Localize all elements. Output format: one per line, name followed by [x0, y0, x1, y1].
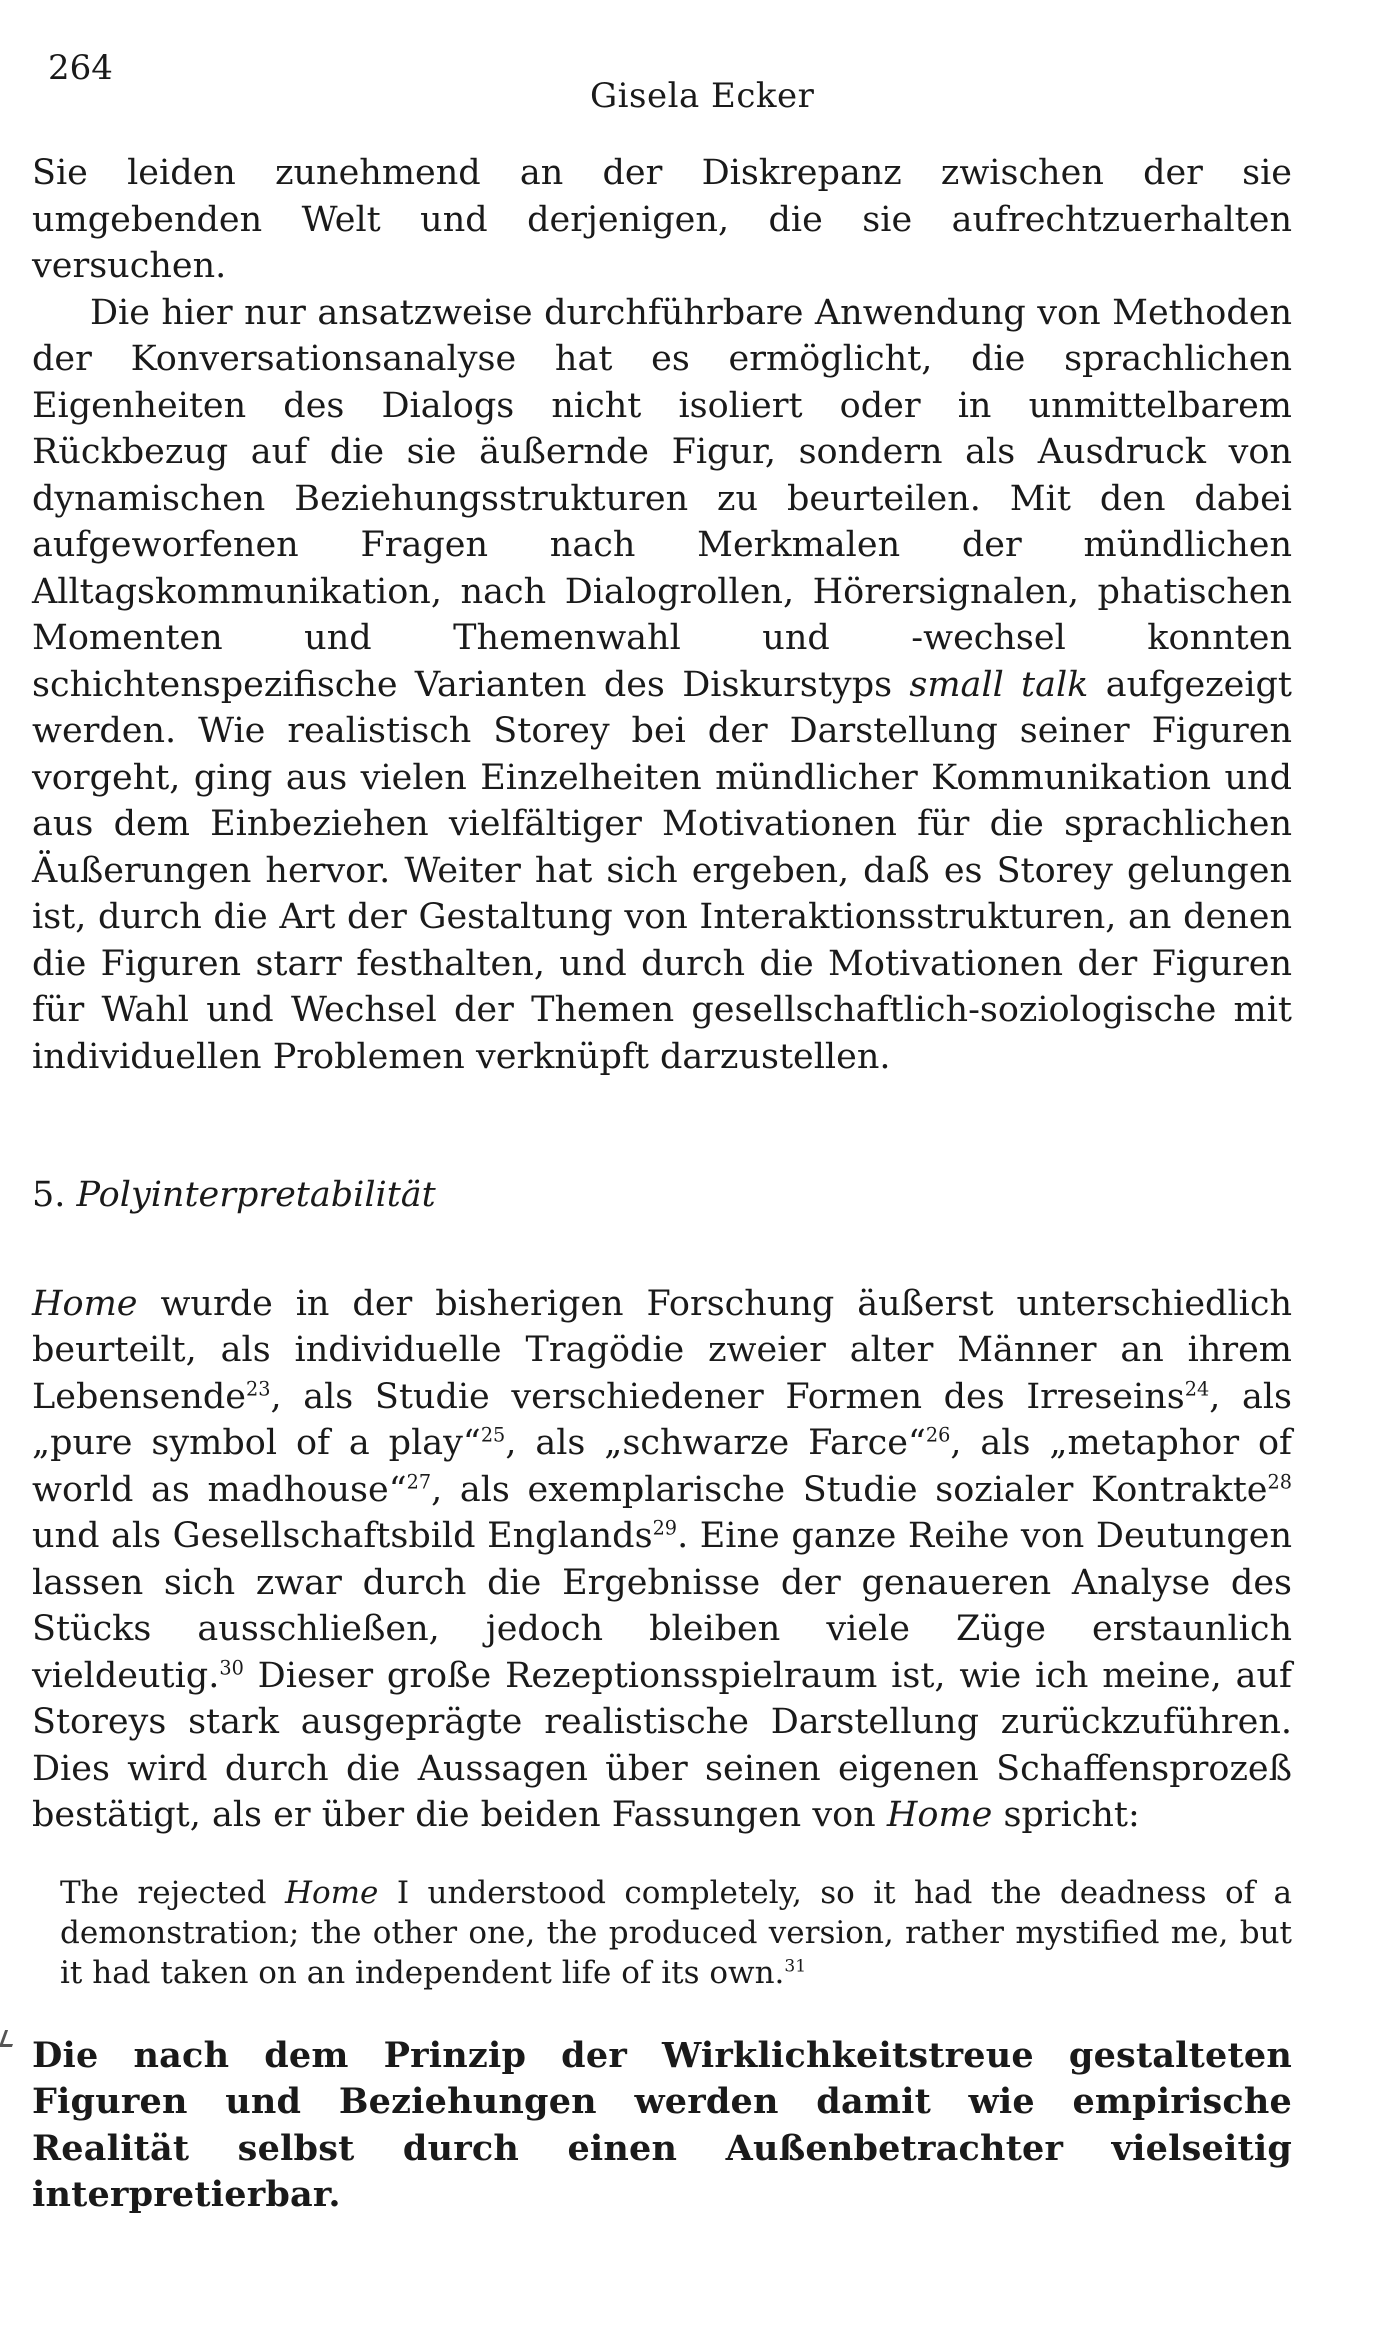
text-span: Dieser große Rezeptionsspielraum ist, wie ich meine, auf Storeys stark ausgeprägte realistische Darstellung zurückzuführen. Dies wird durch die Aussagen über seinen eigenen Schaffensprozeß bestätigt, als er über die beiden Fassungen von — [32, 1655, 1292, 1835]
footnote-ref-25: 25 — [480, 1423, 506, 1447]
paragraph-2-text-cont: aufgezeigt werden. Wie realistisch Storey bei der Darstellung seiner Figuren vorgeht, ging aus vielen Einzelheiten mündlicher Kommunikation und aus dem Einbeziehen vielfältiger Motivationen für die sprachlichen Äußerungen hervor. Weiter hat sich ergeben, daß es Storey gelungen ist, durch die Art der Gestaltung von Interaktionsstrukturen, an denen die Figuren starr festhalten, und durch die Motivationen der Figuren für Wahl und Wechsel der Themen gesellschaftlich-soziologische mit individuellen Problemen verknüpft darzustellen. — [32, 664, 1292, 1077]
closing-paragraph: Die nach dem Prinzip der Wirklichkeitstreue gestalteten Figuren und Beziehungen werden damit wie empirische Realität selbst durch einen Außenbetrachter vielseitig interpretierbar. — [32, 2034, 1292, 2215]
quote-text: The rejected — [60, 1874, 285, 1911]
text-span: , als Studie verschiedener Formen des Irreseins — [270, 1376, 1185, 1417]
footnote-ref-31: 31 — [784, 1956, 807, 1977]
italic-small-talk: small talk — [909, 664, 1089, 705]
block-quote — [60, 1873, 1292, 1993]
running-head: Gisela Ecker — [590, 76, 815, 116]
paragraph-2 — [32, 290, 1292, 1081]
paragraph-3 — [32, 1281, 1292, 1839]
text-span: und als Gesellschaftsbild Englands — [32, 1516, 653, 1556]
paragraph-1: Sie leiden zunehmend an der Diskrepanz zwischen der sie umgebenden Welt und derjenigen, die sie aufrechtzuerhalten versuchen. — [32, 153, 1292, 286]
section-heading — [32, 1172, 1292, 1219]
page-number: 264 — [48, 48, 113, 88]
footnote-ref-29: 29 — [652, 1516, 678, 1540]
footnote-ref-28: 28 — [1267, 1469, 1292, 1493]
scan-artifact — [0, 2030, 18, 2047]
footnote-ref-23: 23 — [245, 1376, 271, 1400]
paragraph-2-text: Die hier nur ansatzweise durchführbare Anwendung von Methoden der Konversationsanalyse hat es ermöglicht, die sprachlichen Eigenheiten des Dialogs nicht isoliert oder in unmittelbarem Rückbezug auf die sie äußernde Figur, sondern als Ausdruck von dynamischen Beziehungsstrukturen zu beurteilen. Mit den dabei aufgeworfenen Fragen nach Merkmalen der mündlichen Alltagskommunikation, nach Dialogrollen, Hörersignalen, phatischen Momenten und Themenwahl und -wechsel konnten schichtenspezifische Varianten des Diskurstyps — [32, 292, 1292, 705]
text-span: , als „schwarze Farce“ — [505, 1423, 926, 1463]
text-span: , als „pure symbol of a play“ — [32, 1376, 1292, 1463]
text-span: , als exemplarische Studie sozialer Kontrakte — [431, 1469, 1268, 1510]
footnote-ref-26: 26 — [925, 1423, 951, 1447]
footnote-ref-27: 27 — [406, 1469, 432, 1493]
text-span: , als „metaphor of world as madhouse“ — [32, 1423, 1293, 1510]
text-span: . Eine ganze Reihe von Deutungen lassen sich zwar durch die Ergebnisse der genaueren Analyse des Stücks ausschließen, jedoch bleiben viele Züge erstaunlich vieldeutig. — [32, 1516, 1292, 1696]
footnote-ref-30: 30 — [219, 1655, 244, 1679]
section-title: Polyinterpretabilität — [76, 1175, 436, 1215]
title-home: Home — [886, 1795, 993, 1835]
title-home: Home — [32, 1283, 138, 1324]
title-home: Home — [284, 1874, 379, 1911]
page-body — [32, 150, 1292, 2219]
text-span: wurde in der bisherigen Forschung äußerst unterschiedlich beurteilt, als individuelle Tragödie zweier alter Männer an ihrem Lebensende — [32, 1283, 1292, 1417]
quote-text: I understood completely, so it had the deadness of a demonstration; the other one, the produced version, rather mystified me, but it had taken on an independent life of its own. — [60, 1874, 1293, 1991]
footnote-ref-24: 24 — [1184, 1376, 1210, 1400]
text-span: spricht: — [992, 1795, 1140, 1835]
section-number: 5. — [32, 1175, 66, 1215]
